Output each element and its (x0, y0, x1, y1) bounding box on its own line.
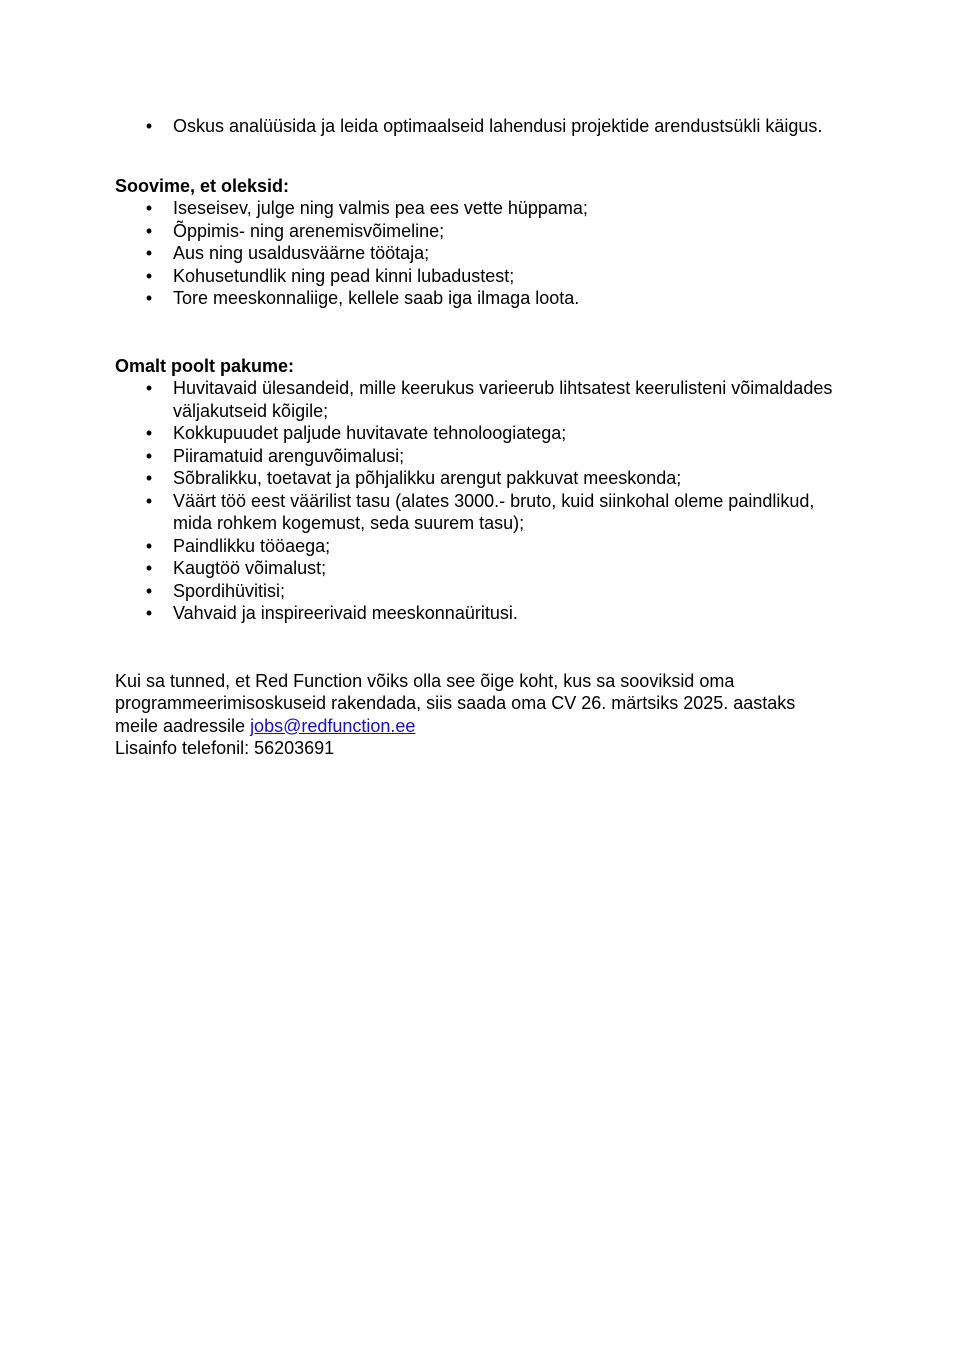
list-item (115, 467, 835, 490)
bullet-icon: • (145, 490, 153, 511)
list-item (115, 557, 835, 580)
bullet-icon: • (145, 468, 153, 488)
list-item-text: Kokkupuudet paljude huvitavate tehnoloogiatega; (173, 423, 567, 443)
list-item-text: Spordihüvitisi; (173, 580, 286, 601)
list-item-text: Piiramatuid arenguvõimalusi; (173, 445, 405, 466)
list-item (115, 287, 835, 310)
bullet-icon: • (145, 198, 153, 218)
list-item (115, 535, 835, 558)
document-content (115, 115, 835, 760)
list-item-text: Paindlikku tööaega; (173, 535, 331, 556)
closing-paragraph (115, 670, 835, 760)
list-item-text: Väärt töö eest väärilist tasu (alates 3000.- bruto, kuid siinkohal oleme paindlikud, mida rohkem kogemust, seda suurem tasu); (173, 490, 815, 533)
bullet-icon: • (145, 116, 153, 136)
list-item-text: Iseseisev, julge ning valmis pea ees vette hüppama; (173, 198, 588, 218)
bullet-icon: • (145, 603, 153, 623)
list-item-text: Tore meeskonnaliige, kellele saab iga ilmaga loota. (173, 288, 580, 308)
list-item (115, 422, 835, 445)
intro-list (115, 115, 835, 138)
list-item-text: Kohusetundlik ning pead kinni lubadustest; (173, 265, 515, 286)
section-heading-offer: Omalt poolt pakume: (115, 355, 295, 376)
bullet-icon: • (145, 580, 153, 601)
bullet-icon: • (145, 558, 153, 578)
list-item-text: Õppimis- ning arenemisvõimeline; (173, 220, 445, 241)
list-item-text: Kaugtöö võimalust; (173, 558, 327, 578)
bullet-icon: • (145, 423, 153, 443)
list-item (115, 445, 835, 468)
bullet-icon: • (145, 220, 153, 241)
list-item-text: Huvitavaid ülesandeid, mille keerukus varieerub lihtsatest keerulisteni võimaldades väljakutseid kõigile; (173, 378, 833, 421)
list-item (115, 197, 835, 220)
bullet-icon: • (145, 445, 153, 466)
bullet-icon: • (145, 535, 153, 556)
list-item (115, 377, 835, 422)
list-item (115, 490, 835, 535)
list-item (115, 220, 835, 243)
personality-list (115, 197, 835, 310)
list-item-text: Sõbralikku, toetavat ja põhjalikku arengut pakkuvat meeskonda; (173, 468, 682, 488)
bullet-icon: • (145, 243, 153, 263)
phone-info: Lisainfo telefonil: 56203691 (115, 738, 335, 758)
list-item (115, 602, 835, 625)
list-item-text: Vahvaid ja inspireerivaid meeskonnaüritusi. (173, 603, 518, 623)
list-item (115, 265, 835, 288)
bullet-icon: • (145, 265, 153, 286)
list-item (115, 115, 835, 138)
bullet-icon: • (145, 378, 153, 398)
offer-list (115, 377, 835, 625)
list-item-text: Oskus analüüsida ja leida optimaalseid lahendusi projektide arendustsükli käigus. (173, 116, 823, 136)
application-text (115, 670, 835, 738)
email-link[interactable]: jobs@redfunction.ee (250, 715, 416, 736)
bullet-icon: • (145, 288, 153, 308)
application-instructions: Kui sa tunned, et Red Function võiks olla see õige koht, kus sa sooviksid oma programmeerimisoskuseid rakendada, siis saada oma CV 26. märtsiks 2025. aastaks meile aadressile (115, 670, 796, 736)
section-heading-personality: Soovime, et oleksid: (115, 175, 290, 196)
list-item (115, 242, 835, 265)
list-item (115, 580, 835, 603)
list-item-text: Aus ning usaldusväärne töötaja; (173, 243, 430, 263)
